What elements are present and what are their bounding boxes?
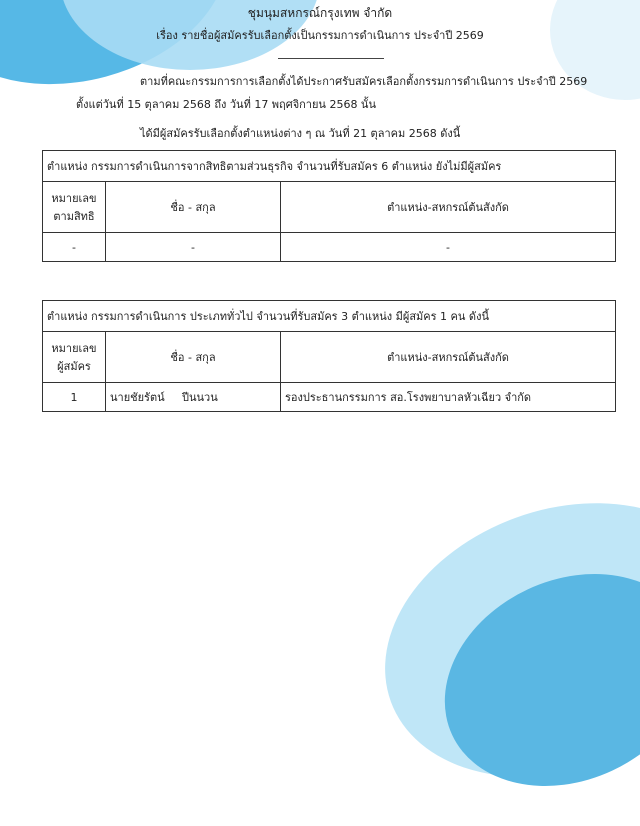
cell-number: 1 — [43, 383, 106, 412]
table-row — [43, 383, 616, 412]
table-general — [42, 300, 616, 412]
table-business-rights — [42, 150, 616, 262]
column-header-number: หมายเลข ตามสิทธิ — [43, 182, 106, 233]
column-header-number: หมายเลข ผู้สมัคร — [43, 332, 106, 383]
first-name: นายชัยรัตน์ — [110, 391, 165, 404]
subject-line: เรื่อง รายชื่อผู้สมัครรับเลือกตั้งเป็นกรรมการดำเนินการ ประจำปี 2569 — [156, 29, 484, 42]
divider — [278, 58, 384, 59]
cell-name: - — [106, 233, 281, 262]
column-header-position: ตำแหน่ง-สหกรณ์ต้นสังกัด — [281, 332, 616, 383]
table-row — [43, 233, 616, 262]
column-header-name: ชื่อ - สกุล — [106, 182, 281, 233]
cell-position: รองประธานกรรมการ สอ.โรงพยาบาลหัวเฉียว จำกัด — [281, 383, 616, 412]
last-name: ปีนนวน — [182, 391, 218, 404]
intro-line-3: ได้มีผู้สมัครรับเลือกตั้งตำแหน่งต่าง ๆ ณ วันที่ 21 ตุลาคม 2568 ดังนี้ — [140, 127, 461, 140]
intro-line-2: ตั้งแต่วันที่ 15 ตุลาคม 2568 ถึง วันที่ 17 พฤศจิกายน 2568 นั้น — [76, 98, 376, 111]
column-header-name: ชื่อ - สกุล — [106, 332, 281, 383]
cell-position: - — [281, 233, 616, 262]
cell-name — [106, 383, 281, 412]
org-title: ชุมนุมสหกรณ์กรุงเทพ จำกัด — [247, 6, 393, 20]
table-caption: ตำแหน่ง กรรมการดำเนินการ ประเภททั่วไป จำนวนที่รับสมัคร 3 ตำแหน่ง มีผู้สมัคร 1 คน ดังนี้ — [43, 301, 616, 332]
intro-line-1: ตามที่คณะกรรมการการเลือกตั้งได้ประกาศรับสมัครเลือกตั้งกรรมการดำเนินการ ประจำปี 2569 — [140, 75, 588, 88]
column-header-position: ตำแหน่ง-สหกรณ์ต้นสังกัด — [281, 182, 616, 233]
cell-number: - — [43, 233, 106, 262]
table-caption: ตำแหน่ง กรรมการดำเนินการจากสิทธิตามส่วนธุรกิจ จำนวนที่รับสมัคร 6 ตำแหน่ง ยังไม่มีผู้สมัคร — [43, 151, 616, 182]
